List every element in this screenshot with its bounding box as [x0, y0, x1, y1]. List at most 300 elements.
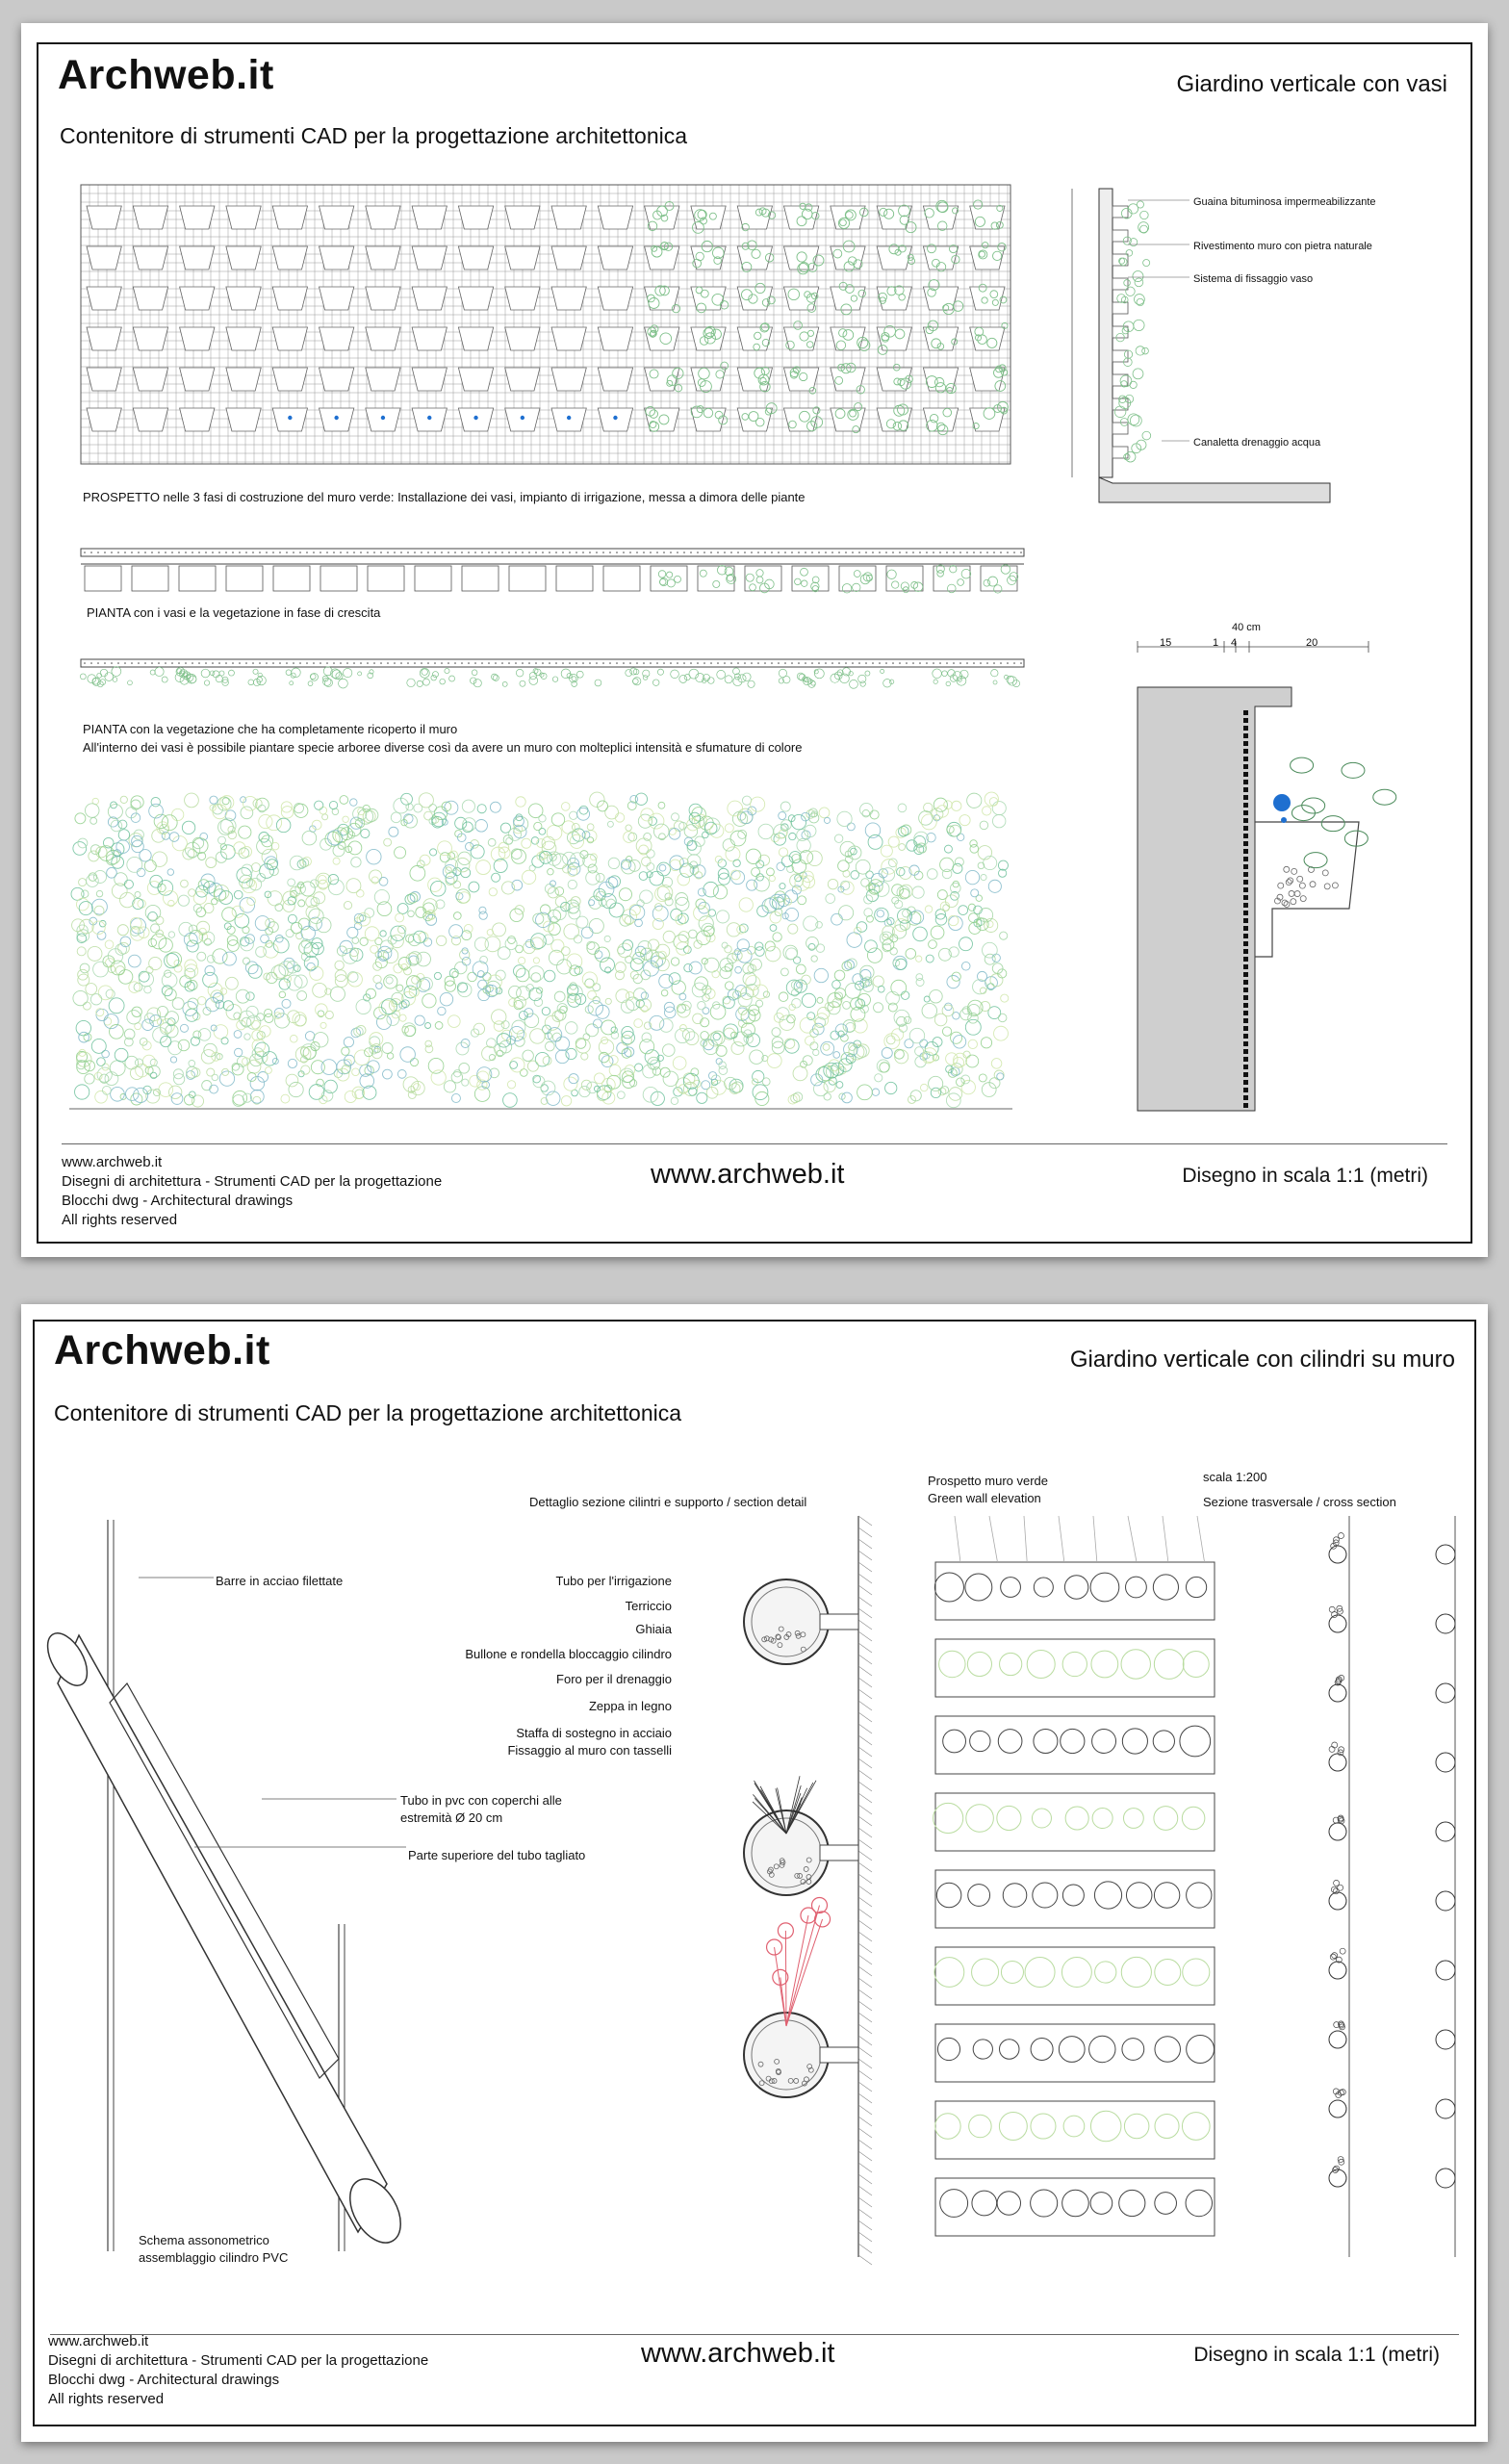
irrigation-drop — [334, 416, 338, 420]
leaf — [516, 968, 529, 982]
leaf — [889, 680, 894, 684]
gravel — [1278, 883, 1284, 888]
elevation-outline — [81, 185, 1010, 464]
leaf — [248, 680, 254, 685]
wall-hatch — [858, 1747, 872, 1757]
plant-small — [1338, 1532, 1343, 1538]
leaf — [647, 850, 655, 859]
leaf — [294, 804, 303, 813]
leaf — [659, 974, 673, 988]
leaf — [850, 680, 858, 688]
leaf — [127, 1011, 141, 1024]
wall-hatch — [858, 2174, 872, 2184]
leaf — [361, 829, 370, 837]
leaf — [344, 901, 351, 909]
leaf — [697, 931, 711, 945]
leaf — [422, 669, 428, 676]
leaf — [828, 1002, 840, 1014]
leaf — [450, 851, 458, 859]
wall-hatch — [858, 1920, 872, 1930]
subtitle: Contenitore di strumenti CAD per la progettazione architettonica — [60, 123, 688, 148]
hatch-dot — [825, 552, 827, 553]
leaf — [137, 868, 145, 877]
pot — [645, 368, 679, 391]
leaf — [891, 581, 898, 588]
hatch-dot — [973, 662, 975, 664]
leaf — [1143, 259, 1150, 266]
leaf — [438, 1007, 446, 1014]
leaf — [182, 821, 194, 834]
hatch-dot — [252, 552, 254, 553]
wall-hatch — [858, 1724, 872, 1733]
plant-leaf — [1321, 816, 1344, 832]
leaf — [241, 937, 254, 951]
leaf — [951, 1032, 962, 1043]
leaf — [708, 1072, 716, 1080]
joint-mark — [1243, 757, 1248, 761]
leaf — [1008, 677, 1016, 685]
leaf — [463, 818, 476, 832]
flower-head — [767, 1939, 782, 1955]
cylinder-small — [1329, 1684, 1346, 1702]
leaf — [811, 1074, 823, 1086]
leaf — [893, 960, 900, 966]
leaf — [1134, 295, 1144, 305]
leaf — [849, 671, 853, 675]
leaf — [348, 823, 361, 835]
leaf — [663, 931, 675, 942]
leaf — [639, 872, 648, 881]
leaf — [725, 676, 732, 683]
hatch-dot — [158, 662, 160, 664]
hatch-dot — [805, 552, 806, 553]
leaf — [422, 994, 436, 1008]
leaf — [998, 1014, 1007, 1022]
hatch-dot — [926, 552, 928, 553]
hatch-dot — [117, 552, 119, 553]
leaf — [816, 944, 825, 953]
leaf — [105, 940, 114, 949]
joint-mark — [1243, 749, 1248, 754]
hatch-dot — [912, 662, 914, 664]
leaf — [313, 983, 327, 997]
wall-hatch — [858, 2140, 872, 2149]
leaf — [593, 984, 601, 991]
leaf — [678, 1005, 690, 1017]
hatch-dot — [421, 552, 422, 553]
leaf — [290, 681, 294, 685]
hatch-dot — [535, 552, 537, 553]
leaf — [1126, 287, 1135, 295]
leaf — [342, 1047, 349, 1055]
leaf — [616, 989, 629, 1003]
leaf — [795, 578, 802, 585]
leaf — [196, 886, 208, 897]
hatch-dot — [394, 552, 396, 553]
footer-scale: Disegno in scala 1:1 (metri) — [1193, 2344, 1440, 2366]
leaf — [747, 880, 757, 890]
leaf — [210, 1085, 218, 1093]
hatch-dot — [879, 662, 881, 664]
leaf — [1001, 994, 1009, 1002]
leaf — [689, 962, 702, 974]
leaf — [382, 1042, 393, 1053]
leaf — [894, 1049, 904, 1059]
flower-head — [811, 1897, 827, 1912]
leaf — [428, 878, 442, 891]
pot — [366, 327, 400, 350]
leaf — [816, 921, 823, 928]
hatch-dot — [90, 662, 92, 664]
irrigation-drop — [613, 416, 617, 420]
pot — [226, 408, 261, 431]
leaf — [969, 913, 979, 923]
leaf — [162, 815, 177, 831]
leaf — [948, 915, 958, 925]
leaf — [130, 1066, 142, 1079]
hatch-dot — [387, 662, 389, 664]
leaf — [343, 816, 348, 822]
footer-divider — [62, 1143, 1447, 1144]
hatch-dot — [616, 552, 618, 553]
leaf — [257, 677, 263, 682]
leaf — [138, 900, 146, 909]
hatch-dot — [656, 552, 658, 553]
leaf — [679, 993, 686, 1000]
leaf — [503, 1093, 518, 1108]
wall-section — [1138, 687, 1292, 1111]
pot — [458, 246, 493, 270]
pot — [505, 246, 540, 270]
leaf — [979, 1074, 986, 1082]
leaf — [276, 818, 291, 833]
leaf — [247, 1060, 261, 1073]
leaf — [210, 796, 217, 804]
pot — [784, 327, 819, 350]
leaf — [589, 918, 603, 933]
gravel — [1282, 900, 1288, 906]
pot — [412, 206, 447, 229]
leaf — [391, 935, 403, 947]
hatch-dot — [508, 662, 510, 664]
leaf — [107, 867, 117, 878]
leaf — [703, 1040, 718, 1054]
hatch-dot — [306, 552, 308, 553]
cylinder-small — [1436, 1822, 1455, 1841]
plant-small — [1332, 1742, 1338, 1748]
leaf — [522, 870, 535, 884]
hatch-dot — [865, 662, 867, 664]
hatch-dot — [555, 552, 557, 553]
leaf — [543, 1057, 551, 1065]
hatch-dot — [293, 662, 294, 664]
leaf — [506, 837, 513, 844]
leaf — [508, 937, 516, 944]
joint-mark — [1243, 741, 1248, 746]
leaf — [581, 1053, 588, 1060]
plant-small — [1334, 1880, 1340, 1886]
leaf — [943, 905, 950, 911]
leaf — [564, 924, 579, 939]
hatch-dot — [899, 552, 901, 553]
leaf — [73, 842, 87, 856]
leaf — [877, 911, 883, 917]
leaf — [517, 987, 530, 1000]
hatch-dot — [407, 552, 409, 553]
leaf — [798, 896, 806, 905]
leaf — [653, 824, 669, 839]
leaf — [90, 817, 97, 824]
hatch-dot — [299, 662, 301, 664]
vine — [1093, 1516, 1097, 1562]
hatch-dot — [522, 552, 524, 553]
leaf — [863, 573, 872, 581]
hatch-dot — [266, 552, 268, 553]
hatch-dot — [1000, 552, 1002, 553]
leaf — [408, 893, 418, 903]
joint-mark — [1243, 1041, 1248, 1046]
leaf — [232, 906, 243, 917]
leaf — [529, 672, 536, 679]
leaf — [261, 935, 269, 943]
leaf — [391, 812, 401, 823]
joint-mark — [1243, 988, 1248, 992]
wall-hatch — [858, 2047, 872, 2057]
hatch-dot — [602, 662, 604, 664]
hatch-dot — [764, 662, 766, 664]
leaf — [998, 860, 1008, 870]
leaf — [843, 870, 850, 877]
hatch-dot — [959, 552, 961, 553]
joint-mark — [1243, 903, 1248, 908]
leaf — [172, 808, 184, 820]
hatch-dot — [710, 662, 712, 664]
leaf — [527, 1061, 538, 1071]
wall — [1099, 189, 1113, 477]
pot-section — [1113, 326, 1128, 338]
leaf — [281, 1094, 290, 1103]
wall-hatch — [858, 2186, 872, 2195]
leaf — [969, 922, 981, 934]
leaf — [708, 910, 715, 916]
joint-mark — [1243, 1049, 1248, 1054]
hatch-dot — [852, 662, 854, 664]
leaf — [696, 899, 705, 909]
leaf — [532, 856, 544, 867]
leaf — [755, 947, 765, 957]
hatch-dot — [421, 662, 422, 664]
hatch-dot — [953, 552, 955, 553]
leaf — [140, 1038, 147, 1045]
hatch-dot — [111, 662, 113, 664]
wall-hatch — [858, 1701, 872, 1710]
pot — [505, 327, 540, 350]
cylinder-row — [935, 2024, 1215, 2082]
leaf — [216, 676, 222, 682]
leaf — [698, 888, 705, 896]
leaf — [398, 957, 411, 969]
leaf — [687, 841, 701, 855]
leaf — [434, 972, 441, 979]
wall-hatch — [858, 1689, 872, 1699]
leaf — [335, 961, 344, 969]
leaf — [912, 886, 924, 898]
hatch-dot — [117, 662, 119, 664]
grid-lines — [81, 185, 1010, 464]
hatch-dot — [387, 552, 389, 553]
pot — [180, 206, 215, 229]
leaf — [483, 973, 491, 981]
leaf — [896, 959, 907, 969]
joint-mark — [1243, 872, 1248, 877]
leaf — [780, 968, 788, 976]
hatch-dot — [670, 662, 672, 664]
leaf — [246, 992, 254, 1000]
leaf — [312, 820, 321, 830]
hatch-dot — [427, 662, 429, 664]
leaf — [245, 962, 258, 974]
leaf — [911, 581, 918, 588]
cylinder-small — [1329, 1823, 1346, 1840]
hatch-dot — [171, 552, 173, 553]
leaf — [946, 681, 951, 686]
label-irrigation-pipe: Tubo per l'irrigazione — [555, 1574, 672, 1588]
leaf — [684, 674, 690, 680]
hatch-dot — [448, 552, 449, 553]
leaf — [250, 1076, 265, 1091]
leaf — [77, 947, 86, 956]
leaf — [555, 1037, 569, 1050]
cylinder-small — [1329, 1615, 1346, 1632]
leaf — [635, 1064, 643, 1071]
leaf — [266, 927, 273, 935]
leaf — [493, 923, 506, 937]
wall-hatch — [858, 1678, 872, 1687]
hatch-dot — [730, 552, 732, 553]
joint-mark — [1243, 1034, 1248, 1039]
leaf — [206, 858, 217, 868]
leaf — [676, 1029, 690, 1043]
leaf — [945, 895, 958, 908]
hatch-dot — [212, 552, 214, 553]
leaf — [380, 931, 386, 937]
leaf — [508, 828, 521, 840]
vine — [1197, 1516, 1205, 1562]
leaf — [124, 880, 133, 888]
hatch-dot — [367, 662, 369, 664]
leaf — [372, 1048, 383, 1059]
hatch-dot — [575, 662, 577, 664]
hatch-dot — [320, 552, 321, 553]
leaf — [185, 964, 198, 978]
leaf — [222, 908, 237, 922]
leaf — [551, 813, 564, 826]
wall-hatch — [858, 1816, 872, 1826]
cylinder-section — [744, 1810, 829, 1895]
vine — [1128, 1516, 1137, 1562]
leaf — [168, 932, 174, 937]
hatch-dot — [1007, 552, 1009, 553]
leaf — [290, 856, 304, 870]
leaf — [901, 582, 908, 590]
leaf — [857, 1085, 873, 1100]
joint-mark — [1243, 911, 1248, 915]
hatch-dot — [939, 552, 941, 553]
leaf — [922, 1003, 937, 1018]
sheet-vertical-garden-cylinders — [21, 1304, 1488, 2442]
hatch-dot — [1007, 662, 1009, 664]
leaf — [636, 838, 652, 854]
leaf — [152, 830, 166, 843]
leaf — [192, 838, 208, 854]
leaf — [471, 839, 479, 848]
leaf — [832, 981, 841, 989]
leaf — [676, 893, 688, 906]
hatch-dot — [158, 552, 160, 553]
leaf — [168, 1086, 181, 1098]
leaf — [941, 1087, 949, 1094]
leaf — [836, 1082, 843, 1089]
wall-hatch — [858, 1989, 872, 1999]
leaf — [110, 1061, 125, 1076]
leaf — [379, 877, 388, 886]
leaf — [347, 972, 358, 983]
leaf — [461, 868, 471, 878]
leaf — [510, 909, 524, 922]
leaf — [308, 681, 313, 686]
leaf — [648, 939, 658, 950]
cylinder-section — [744, 1579, 829, 1664]
hatch-dot — [225, 552, 227, 553]
wall-hatch — [858, 1909, 872, 1918]
leaf — [309, 1085, 324, 1100]
leaf — [459, 1063, 470, 1073]
hatch-dot — [198, 552, 200, 553]
leaf — [662, 1044, 675, 1057]
joint-mark — [1243, 764, 1248, 769]
leaf — [256, 947, 267, 958]
leaf — [679, 1024, 686, 1031]
hatch-dot — [1013, 662, 1015, 664]
leaf — [404, 814, 418, 828]
leaf — [967, 793, 982, 808]
leaf — [632, 679, 638, 684]
leaf — [700, 570, 706, 577]
leaf — [462, 957, 471, 965]
leaf — [548, 868, 553, 874]
leaf — [978, 846, 991, 860]
leaf — [445, 669, 449, 674]
leaf — [468, 972, 476, 981]
leaf — [370, 870, 382, 883]
leaf — [98, 986, 113, 1000]
footer-line1: www.archweb.it — [48, 2333, 149, 2349]
vine — [1059, 1516, 1064, 1562]
wall-hatch — [858, 1932, 872, 1941]
pot — [320, 246, 354, 270]
hatch-dot — [380, 662, 382, 664]
leaf — [425, 1045, 433, 1053]
hatch-dot — [144, 552, 146, 553]
cylinder-small — [1436, 1614, 1455, 1633]
leaf — [479, 911, 487, 919]
pot — [87, 246, 121, 270]
leaf — [487, 930, 493, 936]
leaf — [962, 1007, 970, 1014]
leaf — [566, 1048, 576, 1059]
leaf — [762, 1078, 770, 1086]
leaf — [834, 834, 842, 842]
